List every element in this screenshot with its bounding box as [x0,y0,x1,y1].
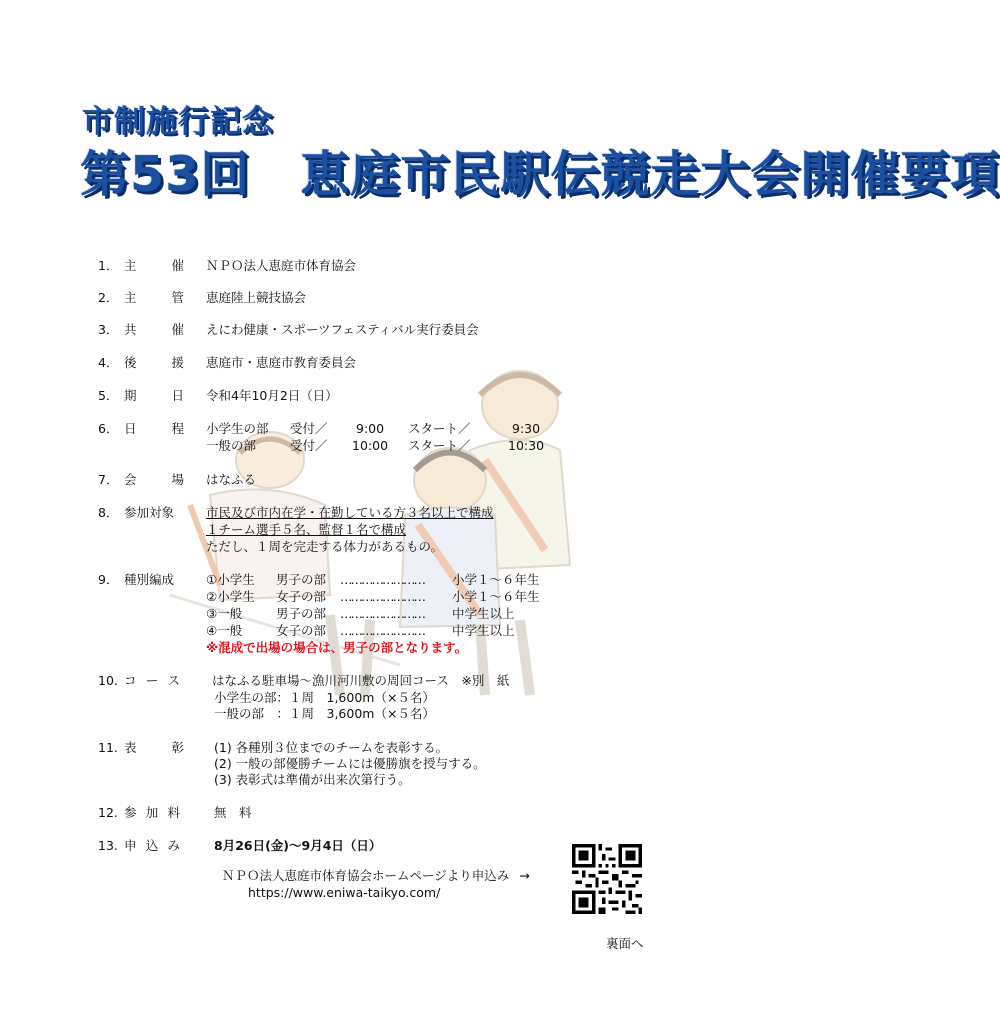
item-label: 主 催 [124,258,184,273]
course-elementary: 小学生の部：１周 1,600m（×５名） [214,690,435,705]
item-number: 9． [98,572,119,587]
item-number: 2． [98,290,119,305]
item-label: 参 加 料 [124,805,180,820]
item-value: 無 料 [214,805,252,820]
item-number: 6． [98,421,119,436]
apply-url-row [248,883,440,902]
item-number: 3． [98,322,119,337]
item-number: 5． [98,388,119,403]
item-label: 種別編成 [124,572,175,587]
item-number: 8． [98,505,119,520]
item-label: 申 込 み [124,838,180,853]
award-item: (1) 各種別３位までのチームを表彰する。 [214,740,449,755]
eligibility-line1: 市民及び市内在学・在勤している方３名以上で構成 [206,505,494,520]
item-number: 1． [98,258,119,273]
item-number: 12. [98,805,118,820]
apply-text: ＮＰＯ法人恵庭市体育協会ホームページより申込み [222,868,510,883]
item-label: 主 管 [124,290,184,305]
footer-next-page: 裏面へ [606,936,644,951]
mixed-team-note: ※混成で出場の場合は、男子の部となります。 [206,640,468,655]
item-label: 共 催 [124,322,184,337]
item-value: 令和4年10月2日（日） [206,388,338,403]
eligibility-line2: １チーム選手５名、監督１名で構成 [206,522,407,537]
item-number: 11. [98,740,118,755]
item-number: 10. [98,673,118,688]
apply-url-link[interactable]: https://www.eniwa-taikyo.com/ [248,885,441,900]
course-general: 一般の部 ：１周 3,600m（×５名） [214,706,435,721]
item-number: 4． [98,355,119,370]
item-label: コ ー ス [124,673,180,688]
award-item: (3) 表彰式は準備が出来次第行う。 [214,772,411,787]
item-value: はなふる [206,472,257,487]
eligibility-line3: ただし、１周を完走する体力があるもの。 [206,539,444,554]
item-value: 恵庭陸上競技協会 [206,290,307,305]
title-line2: 第53回 恵庭市民駅伝競走大会開催要項 [80,146,1000,203]
item-label: 参加対象 [124,505,175,520]
item-value: ＮＰＯ法人恵庭市体育協会 [206,258,357,273]
arrow-right-icon: → [519,868,530,883]
item-label: 日 程 [124,421,184,436]
item-label: 期 日 [124,388,184,403]
qr-code-icon[interactable] [572,844,642,914]
application-period: 8月26日(金)～9月4日（日） [214,838,382,853]
item-label: 会 場 [124,472,184,487]
item-value: えにわ健康・スポーツフェスティバル実行委員会 [206,322,479,337]
item-number: 13. [98,838,118,853]
item-label: 後 援 [124,355,184,370]
award-item: (2) 一般の部優勝チームには優勝旗を授与する。 [214,756,486,771]
item-value: 恵庭市・恵庭市教育委員会 [206,355,357,370]
item-label: 表 彰 [124,740,184,755]
page: 市制施行記念 第53回 恵庭市民駅伝競走大会開催要項 1． 主 催 ＮＰＯ法人恵庭市体育協会 2． 主 管 恵庭陸上競技協会 3． 共 催 えにわ健康・スポーツフェスティバル実行委員会 4． 後 援 恵庭市・恵庭市教育委員会 5． 期 日 令和4年10月2日（日） 6． 日 程 小学生の部 受付／ 9:00 スタート／ 9:30 一般の部 受付／ 10:00 スタート／ 10:30 7． 会 場 はなふる 8． 参加対象 市民及び市内在学・在勤している方３名以上で構成 １チーム選手５名、監督１名で構成 ただし、１周を完走する体力があるもの。 9． 種別編成 ①小学生 男子の部 …………………… 小学１～６年生 ②小学生 女子の部 …………………… 小学１～６年生 ③一般 男子の部 …………………… 中学生以上 ④一般 女子の部 …………………… 中学生以上 ※混成で出場の場合は、男子の部となります。 10. コ ー ス はなふる駐車場～漁川河川敷の周回コース ※別 紙 小学生の部：１周 1,600m（×５名） 一般の部 ：１周 3,600m（×５名） 11. 表 彰 (1) 各種別３位までのチームを表彰する。 (2) 一般の部優勝チームには優勝旗を授与する。 (3) 表彰式は準備が出来次第行う。 12. 参 加 料 無 料 13. 申 込 み 8月26日(金)～9月4日（日） ＮＰＯ法人恵庭市体育協会ホームページより申込み → https://www.eniwa-taikyo.com/ 裏面へ [0,0,724,1024]
item-number: 7． [98,472,119,487]
title-line1: 市制施行記念 [82,104,274,140]
course-line1: はなふる駐車場～漁川河川敷の周回コース ※別 紙 [212,673,510,688]
